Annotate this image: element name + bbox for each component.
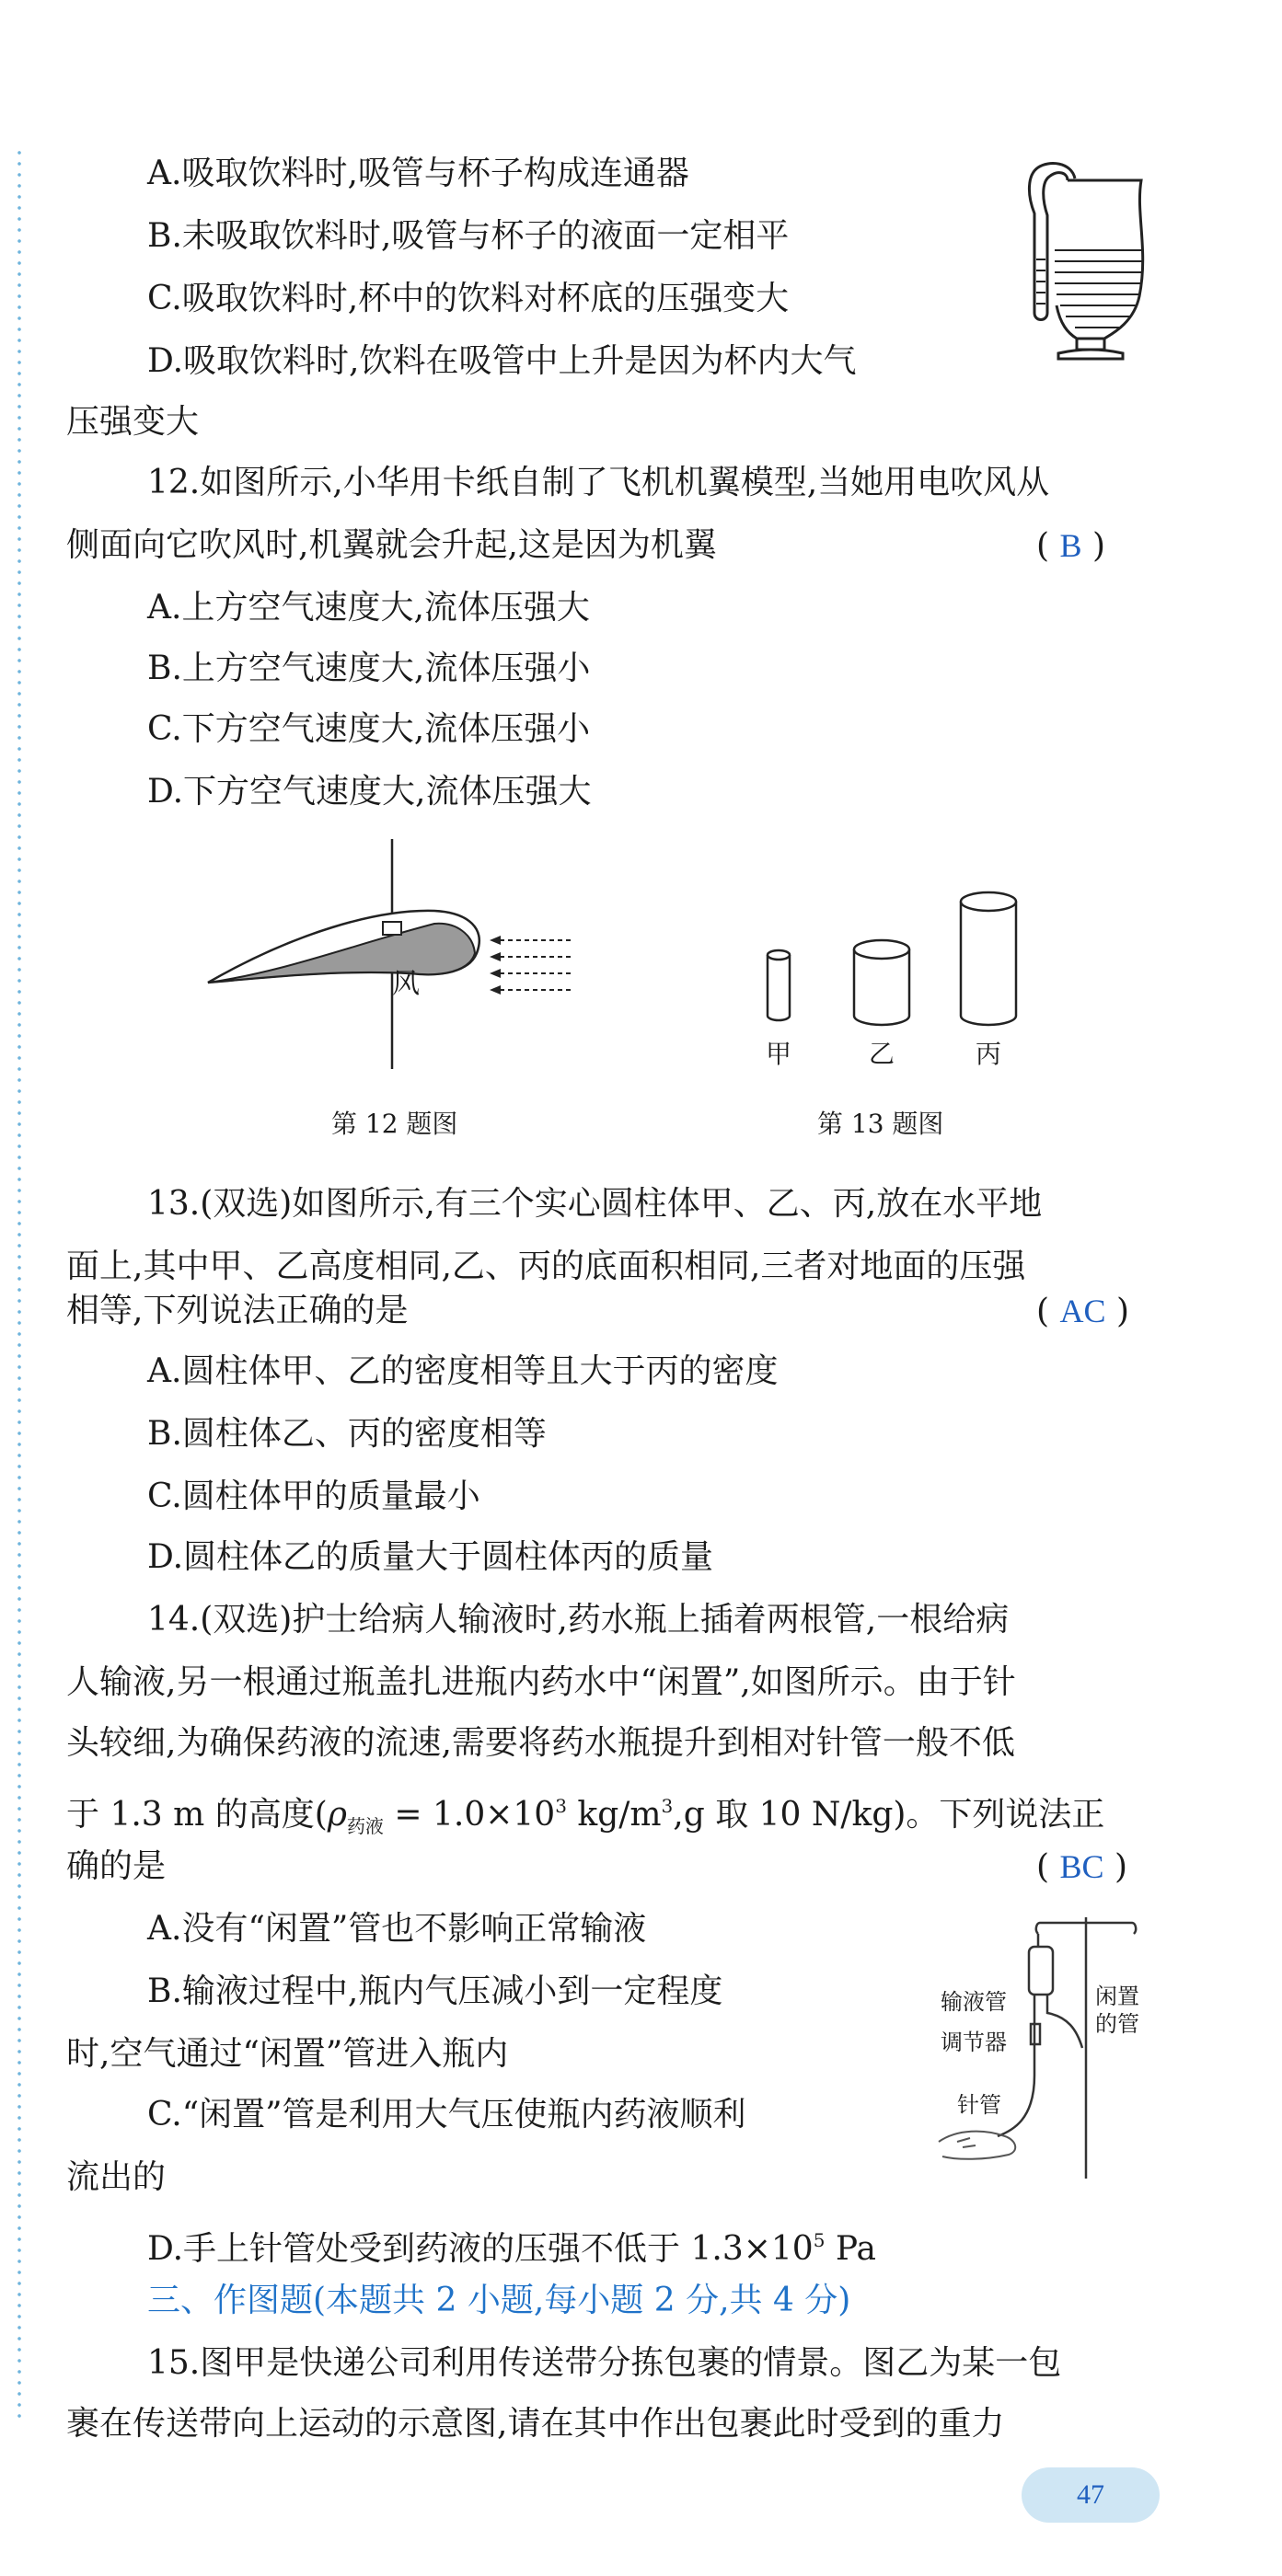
q14-stem-line1: 14.(双选)护士给病人输液时,药水瓶上插着两根管,一根给病 xyxy=(147,1601,1010,1639)
q13-option-d: D.圆柱体乙的质量大于圆柱体丙的质量 xyxy=(147,1538,714,1576)
q11-option-a: A.吸取饮料时,吸管与杯子构成连通器 xyxy=(147,155,689,192)
q14-fig-label-infusion-tube: 输液管 xyxy=(941,1989,1007,2015)
q14-stem-line3: 头较细,为确保药液的流速,需要将药水瓶提升到相对针管一般不低 xyxy=(66,1724,1015,1762)
q13-stem-line3: 相等,下列说法正确的是 xyxy=(66,1292,409,1329)
q14-option-c-cont: 流出的 xyxy=(66,2158,167,2196)
q14-stem-line4 xyxy=(66,1785,1104,1847)
q13-label-yi: 乙 xyxy=(869,1039,895,1069)
q14-option-d xyxy=(147,2219,876,2271)
q13-figure-caption: 第 13 题图 xyxy=(817,1109,944,1139)
q13-option-b: B.圆柱体乙、丙的密度相等 xyxy=(147,1415,547,1453)
q14-option-c: C.“闲置”管是利用大气压使瓶内药液顺利 xyxy=(147,2096,746,2133)
margin-dotted-line xyxy=(17,147,22,2420)
q14-exponent-3: 3 xyxy=(555,1795,567,1817)
q13-answer: ( AC ) xyxy=(1036,1293,1130,1330)
q13-label-jia: 甲 xyxy=(766,1039,792,1069)
q12-wing-figure xyxy=(193,834,635,1073)
q12-answer: ( B ) xyxy=(1036,527,1106,565)
q11-cup-straw-figure xyxy=(1022,158,1160,366)
q14-answer: ( BC ) xyxy=(1036,1848,1128,1886)
q13-cylinders-figure xyxy=(745,883,1040,1030)
q14-unit-exponent-3: 3 xyxy=(661,1795,674,1817)
q14-stem4-unit: kg/m xyxy=(566,1796,662,1834)
q14-stem4-prefix: 于 1.3 m 的高度( xyxy=(66,1796,328,1834)
q11-option-d-cont: 压强变大 xyxy=(66,403,200,441)
q11-option-b: B.未吸取饮料时,吸管与杯子的液面一定相平 xyxy=(147,217,790,255)
q13-label-bing: 丙 xyxy=(976,1039,1002,1069)
q11-option-c: C.吸取饮料时,杯中的饮料对杯底的压强变大 xyxy=(147,280,790,317)
q12-option-a: A.上方空气速度大,流体压强大 xyxy=(147,589,590,627)
q14-fig-label-needle: 针管 xyxy=(957,2092,1001,2118)
q14-rho-symbol: ρ xyxy=(327,1796,347,1834)
q14-option-d-unit: Pa xyxy=(825,2230,876,2268)
q14-stem-line5: 确的是 xyxy=(66,1847,167,1885)
q14-fig-label-idle-tube-1: 闲置 xyxy=(1095,1984,1139,2009)
q13-stem-line1: 13.(双选)如图所示,有三个实心圆柱体甲、乙、丙,放在水平地 xyxy=(147,1185,1043,1223)
q12-stem-line2: 侧面向它吹风时,机翼就会升起,这是因为机翼 xyxy=(66,526,717,564)
q14-fig-label-idle-tube-2: 的管 xyxy=(1095,2011,1139,2037)
q14-option-a: A.没有“闲置”管也不影响正常输液 xyxy=(147,1910,647,1948)
q12-option-d: D.下方空气速度大,流体压强大 xyxy=(147,773,592,811)
q12-option-b: B.上方空气速度大,流体压强小 xyxy=(147,650,591,687)
q14-stem4-equation: = 1.0×10 xyxy=(383,1796,556,1834)
q13-stem-line2: 面上,其中甲、乙高度相同,乙、丙的底面积相同,三者对地面的压强 xyxy=(66,1248,1026,1285)
q15-stem-line2: 裹在传送带向上运动的示意图,请在其中作出包裹此时受到的重力 xyxy=(66,2405,1005,2443)
q15-stem-line1: 15.图甲是快递公司利用传送带分拣包裹的情景。图乙为某一包 xyxy=(147,2344,1062,2382)
q12-answer-value: B xyxy=(1059,527,1082,564)
q14-rho-subscript: 药液 xyxy=(346,1815,384,1837)
q14-answer-value: BC xyxy=(1059,1848,1104,1885)
q13-option-a: A.圆柱体甲、乙的密度相等且大于丙的密度 xyxy=(147,1352,779,1390)
q13-answer-value: AC xyxy=(1059,1293,1106,1329)
q12-option-c: C.下方空气速度大,流体压强小 xyxy=(147,710,591,748)
q14-option-b-cont: 时,空气通过“闲置”管进入瓶内 xyxy=(66,2035,509,2073)
q12-figure-caption: 第 12 题图 xyxy=(331,1109,458,1139)
section-3-heading: 三、作图题(本题共 2 小题,每小题 2 分,共 4 分) xyxy=(147,2282,851,2319)
q12-wind-label: 风 xyxy=(392,968,420,1000)
q14-option-b: B.输液过程中,瓶内气压减小到一定程度 xyxy=(147,1972,723,2010)
q14-stem4-suffix: ,g 取 10 N/kg)。下列说法正 xyxy=(673,1796,1105,1834)
q14-stem-line2: 人输液,另一根通过瓶盖扎进瓶内药水中“闲置”,如图所示。由于针 xyxy=(66,1663,1016,1701)
q14-exponent-5: 5 xyxy=(813,2229,826,2251)
page-number: 47 xyxy=(1022,2467,1160,2523)
q14-option-d-text: D.手上针管处受到药液的压强不低于 1.3×10 xyxy=(147,2230,814,2268)
q13-option-c: C.圆柱体甲的质量最小 xyxy=(147,1478,480,1515)
q12-stem-line1: 12.如图所示,小华用卡纸自制了飞机机翼模型,当她用电吹风从 xyxy=(147,464,1050,501)
q14-fig-label-regulator: 调节器 xyxy=(941,2030,1007,2055)
q11-option-d: D.吸取饮料时,饮料在吸管中上升是因为杯内大气 xyxy=(147,342,857,380)
